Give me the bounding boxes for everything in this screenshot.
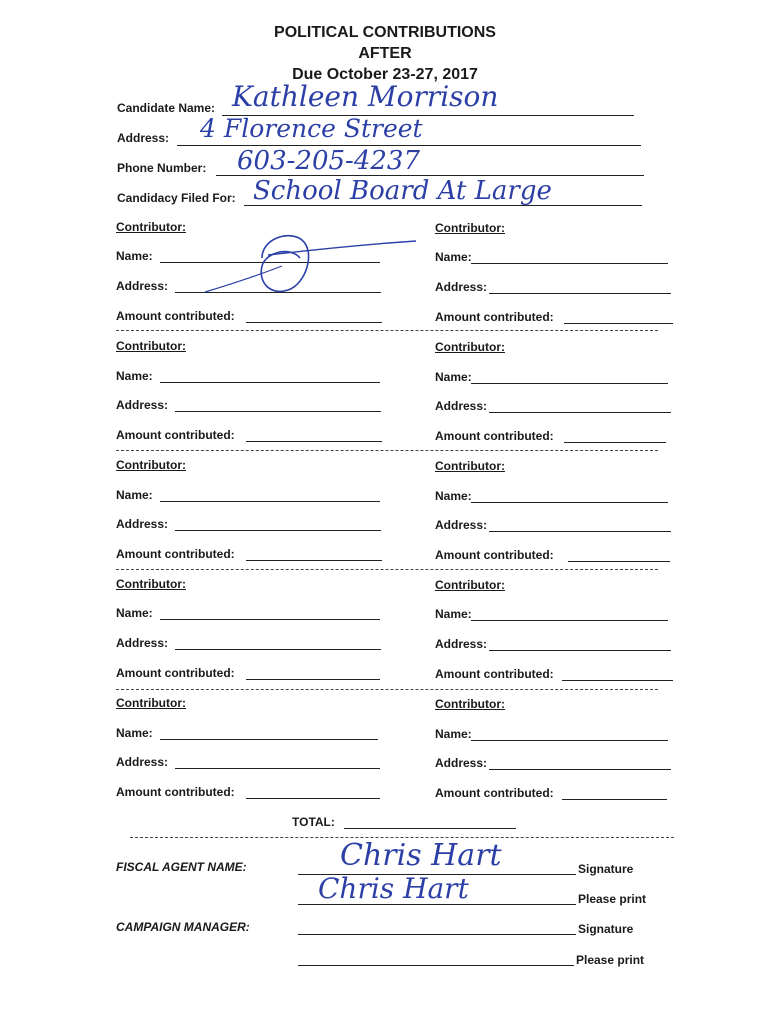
contributor-amount-label: Amount contributed:	[116, 428, 235, 442]
contributor-address-label: Address:	[116, 755, 169, 769]
contributor-amount-label: Amount contributed:	[435, 786, 554, 800]
contributor-name-label: Name:	[435, 250, 472, 264]
campaign-manager-signature-line[interactable]	[298, 934, 576, 935]
total-line[interactable]	[344, 828, 516, 829]
contributor-name-label: Name:	[435, 607, 472, 621]
contributor-address-label: Address:	[116, 636, 169, 650]
campaign-manager-signature-caption: Signature	[578, 922, 634, 936]
contributor-name-label: Name:	[116, 606, 153, 620]
address-label: Address:	[117, 131, 170, 145]
contributor-heading: Contributor:	[116, 696, 186, 710]
candidacy-filed-value: School Board At Large	[253, 176, 552, 206]
contributor-heading: Contributor:	[435, 221, 505, 235]
contributor-name-label: Name:	[116, 249, 153, 263]
contributor-address-label: Address:	[116, 279, 169, 293]
address-value: 4 Florence Street	[200, 114, 423, 143]
contributor-heading: Contributor:	[435, 578, 505, 592]
contributor-address-label: Address:	[435, 518, 488, 532]
contributor-name-label: Name:	[435, 370, 472, 384]
contributor-name-label: Name:	[116, 726, 153, 740]
campaign-manager-print-caption: Please print	[576, 953, 645, 967]
contributor-amount-label: Amount contributed:	[435, 667, 554, 681]
contributor-amount-label: Amount contributed:	[116, 666, 235, 680]
campaign-manager-print-line[interactable]	[298, 965, 574, 966]
contributor-amount-label: Amount contributed:	[116, 547, 235, 561]
candidate-name-value: Kathleen Morrison	[232, 80, 499, 113]
contributor-amount-label: Amount contributed:	[116, 785, 235, 799]
total-label: TOTAL:	[292, 815, 335, 829]
fiscal-agent-signature-caption: Signature	[578, 862, 634, 876]
contributor-heading: Contributor:	[435, 340, 505, 354]
contributor-address-label: Address:	[116, 398, 169, 412]
contributor-address-label: Address:	[435, 280, 488, 294]
contributor-heading: Contributor:	[116, 458, 186, 472]
contributor-amount-label: Amount contributed:	[435, 429, 554, 443]
form-title: POLITICAL CONTRIBUTIONS	[274, 24, 496, 41]
form-subtitle: AFTER	[358, 45, 412, 62]
contributor-amount-label: Amount contributed:	[116, 309, 235, 323]
fiscal-agent-label: FISCAL AGENT NAME:	[116, 860, 247, 874]
contributor-name-label: Name:	[435, 727, 472, 741]
contributor-name-label: Name:	[435, 489, 472, 503]
due-date: Due October 23-27, 2017	[292, 66, 478, 83]
contributor-heading: Contributor:	[435, 697, 505, 711]
contributor-heading: Contributor:	[116, 220, 186, 234]
phone-value: 603-205-4237	[237, 146, 420, 176]
contributor-address-label: Address:	[116, 517, 169, 531]
contributor-address-label: Address:	[435, 756, 488, 770]
contributor-name-label: Name:	[116, 488, 153, 502]
fiscal-agent-print-value: Chris Hart	[318, 872, 469, 905]
fiscal-agent-print-caption: Please print	[578, 892, 647, 906]
contributor-address-label: Address:	[435, 399, 488, 413]
candidacy-filed-label: Candidacy Filed For:	[117, 191, 236, 205]
fiscal-agent-signature-value: Chris Hart	[340, 838, 502, 873]
contributor-amount-label: Amount contributed:	[435, 548, 554, 562]
contributor-amount-label: Amount contributed:	[435, 310, 554, 324]
contributor-address-label: Address:	[435, 637, 488, 651]
contributor-heading: Contributor:	[116, 339, 186, 353]
contributor-heading: Contributor:	[435, 459, 505, 473]
contributor-heading: Contributor:	[116, 577, 186, 591]
contributor-name-label: Name:	[116, 369, 153, 383]
campaign-manager-label: CAMPAIGN MANAGER:	[116, 920, 250, 934]
candidate-name-label: Candidate Name:	[117, 101, 216, 115]
phone-label: Phone Number:	[117, 161, 207, 175]
